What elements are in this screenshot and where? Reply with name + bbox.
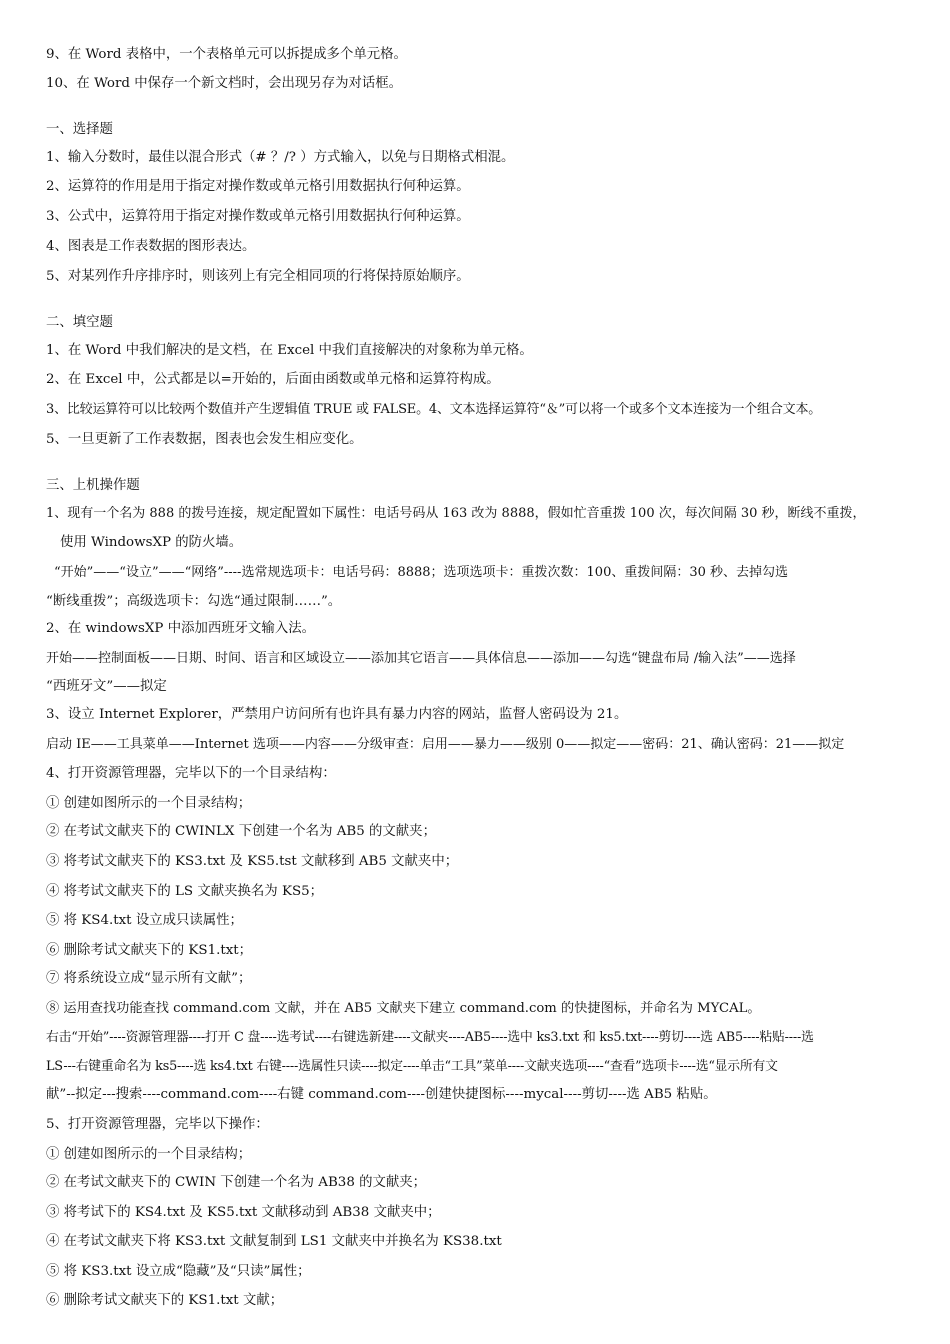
list-item: ④ 将考试文献夹下的 LS 文献夹换名为 KS5； xyxy=(46,884,324,899)
text-line: 10、在 Word 中保存一个新文档时，会出现另存为对话框。 xyxy=(46,76,403,91)
list-item: ① 创建如图所示的一个目录结构； xyxy=(46,1147,252,1162)
list-item: ④ 在考试文献夹下将 KS3.txt 文献复制到 LS1 文献夹中并换名为 KS38.txt xyxy=(46,1234,502,1249)
list-item: ⑤ 将 KS4.txt 设立成只读属性； xyxy=(46,913,243,928)
text-line: 启动 IE——工具菜单——Internet 选项——内容——分级审查：启用——暴力——级别 0——拟定——密码：21、确认密码：21——拟定 xyxy=(46,737,845,752)
text-line: 2、运算符的作用是用于指定对操作数或单元格引用数据执行何种运算。 xyxy=(46,179,470,194)
text-line: 3、比较运算符可以比较两个数值并产生逻辑值 TRUE 或 FALSE。4、文本选择运算符“＆”可以将一个或多个文本连接为一个组合文本。 xyxy=(46,402,822,417)
text-line: 3、设立 Internet Explorer，严禁用户访问所有也许具有暴力内容的网站，监督人密码设为 21。 xyxy=(46,707,628,722)
list-item: ⑧ 运用查找功能查找 command.com 文献，并在 AB5 文献夹下建立 command.com 的快捷图标，并命名为 MYCAL。 xyxy=(46,1001,761,1016)
text-line: LS---右键重命名为 ks5----选 ks4.txt 右键----选属性只读----拟定----单击“工具”菜单----文献夹选项----“查看”选项卡----选“显示所有文 xyxy=(46,1059,778,1074)
text-line: 1、在 Word 中我们解决的是文档，在 Excel 中我们直接解决的对象称为单元格。 xyxy=(46,343,533,358)
text-line: 2、在 windowsXP 中添加西班牙文输入法。 xyxy=(46,621,315,636)
text-line: “西班牙文”——拟定 xyxy=(46,679,167,694)
text-line: 5、打开资源管理器，完毕以下操作： xyxy=(46,1117,269,1132)
text-line: 5、对某列作升序排序时，则该列上有完全相同项的行将保持原始顺序。 xyxy=(46,269,470,284)
text-line: 2、在 Excel 中，公式都是以=开始的，后面由函数或单元格和运算符构成。 xyxy=(46,372,500,387)
section-heading: 一、选择题 xyxy=(46,122,113,137)
text-line: “断线重拨”；高级选项卡：勾选“通过限制……”。 xyxy=(46,594,342,609)
list-item: ③ 将考试文献夹下的 KS3.txt 及 KS5.tst 文献移到 AB5 文献夹中； xyxy=(46,854,459,869)
list-item: ⑤ 将 KS3.txt 设立成“隐藏”及“只读”属性； xyxy=(46,1264,311,1279)
text-line: 9、在 Word 表格中，一个表格单元可以拆提成多个单元格。 xyxy=(46,47,407,62)
section-heading: 二、填空题 xyxy=(46,315,113,330)
text-line: 4、打开资源管理器，完毕以下的一个目录结构： xyxy=(46,766,336,781)
text-line: 1、现有一个名为 888 的拨号连接，规定配置如下属性：电话号码从 163 改为 8888，假如忙音重拨 100 次，每次间隔 30 秒，断线不重拨， xyxy=(46,506,866,521)
list-item: ② 在考试文献夹下的 CWINLX 下创建一个名为 AB5 的文献夹； xyxy=(46,824,436,839)
text-line: 献”--拟定---搜索----command.com----右键 command.com----创建快捷图标----mycal----剪切----选 AB5 粘贴。 xyxy=(46,1087,717,1102)
list-item: ③ 将考试下的 KS4.txt 及 KS5.txt 文献移动到 AB38 文献夹中； xyxy=(46,1205,441,1220)
list-item: ⑦ 将系统设立成“显示所有文献”； xyxy=(46,971,252,986)
text-line: “开始”——“设立”——“网络”----选常规选项卡：电话号码：8888；选项选项卡：重拨次数：100、重拨间隔：30 秒、去掉勾选 xyxy=(54,565,789,580)
text-line: 使用 WindowsXP 的防火墙。 xyxy=(60,535,243,550)
text-line: 1、输入分数时，最佳以混合形式（# ？/? ）方式输入，以免与日期格式相混。 xyxy=(46,150,515,165)
list-item: ① 创建如图所示的一个目录结构； xyxy=(46,796,252,811)
text-line: 5、一旦更新了工作表数据，图表也会发生相应变化。 xyxy=(46,432,363,447)
text-line: 4、图表是工作表数据的图形表达。 xyxy=(46,239,256,254)
text-line: 右击“开始”----资源管理器----打开 C 盘----选考试----右键选新建----文献夹----AB5----选中 ks3.txt 和 ks5.txt----剪切----选 AB5----粘贴----选 xyxy=(46,1030,814,1045)
list-item: ⑥ 删除考试文献夹下的 KS1.txt； xyxy=(46,943,253,958)
text-line: 开始——控制面板——日期、时间、语言和区域设立——添加其它语言——具体信息——添加——勾选“键盘布局 /输入法”——选择 xyxy=(46,651,796,666)
list-item: ⑥ 删除考试文献夹下的 KS1.txt 文献； xyxy=(46,1293,284,1308)
list-item: ② 在考试文献夹下的 CWIN 下创建一个名为 AB38 的文献夹； xyxy=(46,1175,427,1190)
section-heading: 三、上机操作题 xyxy=(46,478,140,493)
text-line: 3、公式中，运算符用于指定对操作数或单元格引用数据执行何种运算。 xyxy=(46,209,470,224)
